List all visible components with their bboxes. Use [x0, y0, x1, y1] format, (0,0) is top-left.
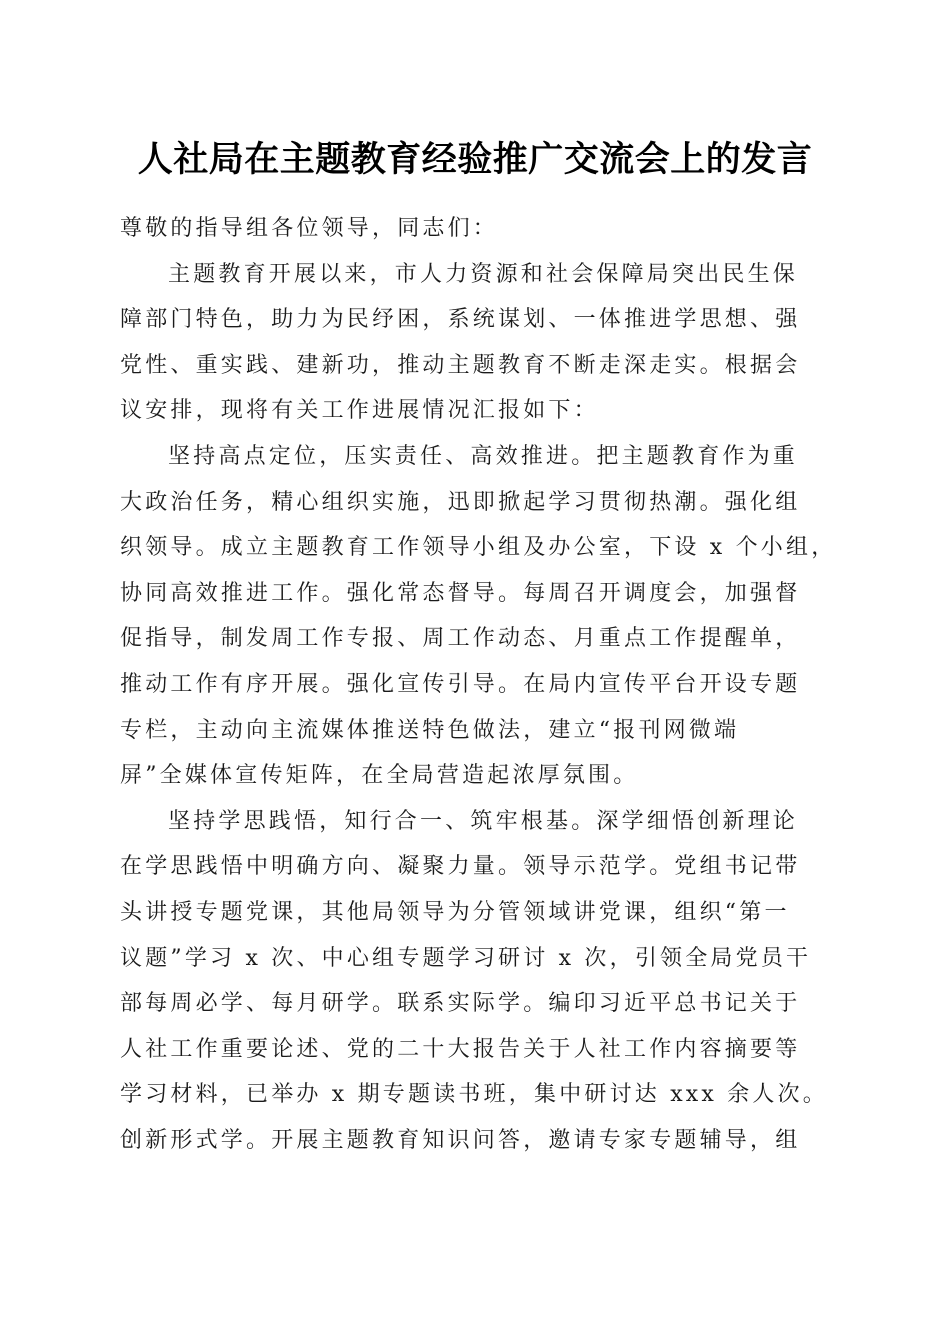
document-body	[120, 206, 837, 1163]
paragraph-1	[120, 252, 832, 434]
paragraph-line: 人社工作重要论述、党的二十大报告关于人社工作内容摘要等	[120, 1036, 801, 1062]
paragraph-line: 主题教育开展以来，市人力资源和社会保障局突出民生保	[168, 261, 799, 287]
paragraph-line: 部每周必学、每月研学。联系实际学。编印习近平总书记关于	[120, 991, 801, 1017]
paragraph-line: 促指导，制发周工作专报、周工作动态、月重点工作提醒单，	[120, 626, 801, 652]
paragraph-line: 障部门特色，助力为民纾困，系统谋划、一体推进学思想、强	[120, 307, 801, 333]
paragraph-2	[120, 434, 837, 799]
paragraph-line: 推动工作有序开展。强化宣传引导。在局内宣传平台开设专题	[120, 671, 801, 697]
paragraph-line: 党性、重实践、建新功，推动主题教育不断走深走实。根据会	[120, 352, 801, 378]
paragraph-line: 坚持学思践悟，知行合一、筑牢根基。深学细悟创新理论	[168, 808, 799, 834]
paragraph-line: 屏”全媒体宣传矩阵，在全局营造起浓厚氛围。	[120, 763, 639, 789]
paragraph-line: 协同高效推进工作。强化常态督导。每周召开调度会，加强督	[120, 580, 801, 606]
paragraph-line: 议题”学习 x 次、中心组专题学习研讨 x 次，引领全局党员干	[120, 945, 812, 971]
paragraph-line: 坚持高点定位，压实责任、高效推进。把主题教育作为重	[168, 443, 799, 469]
salutation: 尊敬的指导组各位领导，同志们：	[120, 216, 499, 241]
paragraph-3	[120, 799, 832, 1164]
document-title: 人社局在主题教育经验推广交流会上的发言	[137, 139, 813, 180]
paragraph-line: 议安排，现将有关工作进展情况汇报如下：	[120, 398, 599, 424]
paragraph-line: 织领导。成立主题教育工作领导小组及办公室，下设 x 个小组，	[120, 535, 837, 561]
paragraph-line: 专栏，主动向主流媒体推送特色做法，建立“报刊网微端	[120, 717, 740, 743]
paragraph-line: 在学思践悟中明确方向、凝聚力量。领导示范学。党组书记带	[120, 854, 801, 880]
paragraph-line: 学习材料，已举办 x 期专题读书班，集中研讨达 xxx 余人次。	[120, 1082, 829, 1108]
paragraph-line: 创新形式学。开展主题教育知识问答，邀请专家专题辅导，组	[120, 1127, 801, 1153]
paragraph-line: 头讲授专题党课，其他局领导为分管领域讲党课，组织“第一	[120, 899, 790, 925]
paragraph-line: 大政治任务，精心组织实施，迅即掀起学习贯彻热潮。强化组	[120, 489, 801, 515]
